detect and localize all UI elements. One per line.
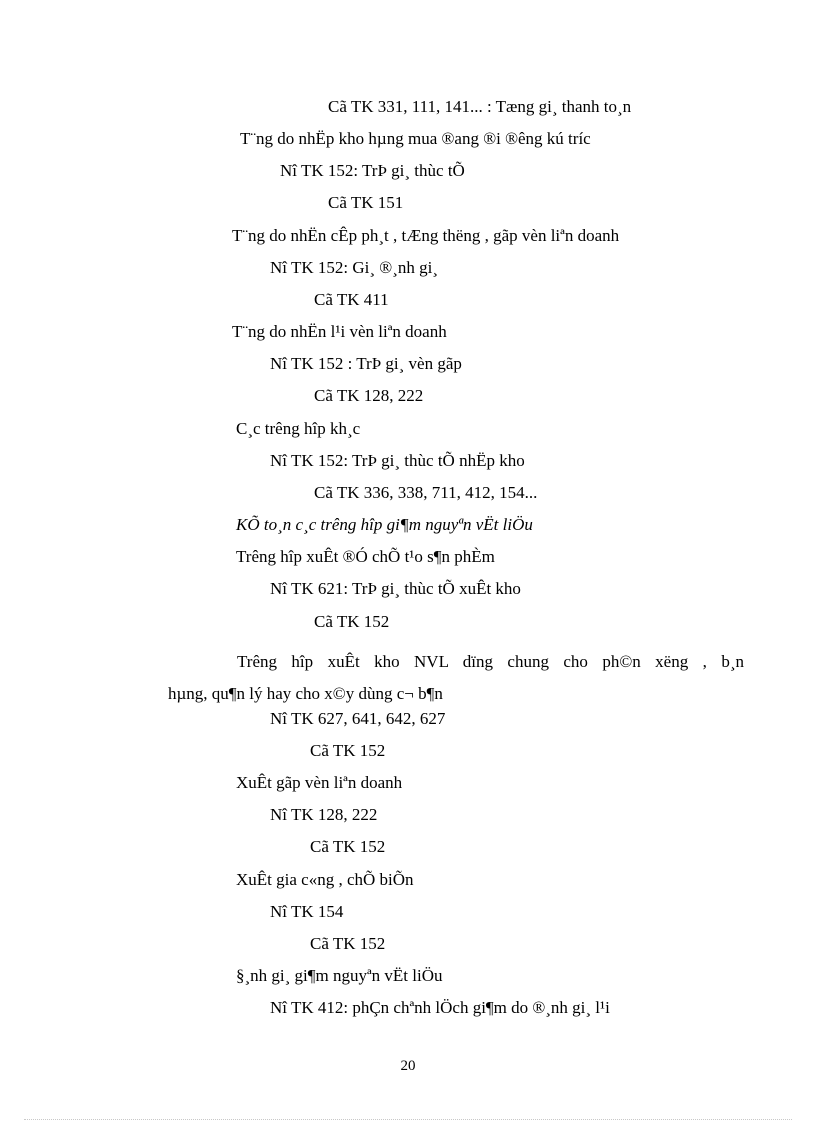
text-line: XuÊt gãp vèn liªn doanh: [236, 773, 403, 792]
paragraph-line: hµng, qu¶n lý hay cho x©y dùng c¬ b¶n: [168, 684, 443, 703]
text-line: T¨ng do nhËn cÊp ph¸t , tÆng thëng , gãp vèn liªn doanh: [232, 226, 620, 245]
wrapped-paragraph: [168, 646, 744, 710]
footer-divider: [24, 1119, 792, 1120]
text-line: Nî TK 152 : TrÞ gi¸ vèn gãp: [270, 354, 462, 373]
text-line: Trêng hîp xuÊt ®Ó chÕ t¹o s¶n phÈm: [236, 547, 495, 566]
text-line: Nî TK 152: TrÞ gi¸ thùc tÕ: [280, 161, 465, 180]
text-line: C¸c trêng hîp kh¸c: [236, 419, 361, 438]
paragraph-line: Trêng hîp xuÊt kho NVL dïng chung cho ph©n xëng , b¸n: [237, 652, 744, 671]
text-line: XuÊt gia c«ng , chÕ biÕn: [236, 870, 414, 889]
text-line: Nî TK 154: [270, 902, 344, 921]
section-heading: KÕ to¸n c¸c trêng hîp gi¶m nguyªn vËt liÖu: [236, 515, 533, 534]
text-line: Nî TK 412: phÇn chªnh lÖch gi¶m do ®¸nh gi¸ l¹i: [270, 998, 610, 1017]
text-line: T¨ng do nhËn l¹i vèn liªn doanh: [232, 322, 447, 341]
text-line: Cã TK 411: [314, 290, 389, 309]
text-line: Cã TK 128, 222: [314, 386, 424, 405]
text-line: Nî TK 627, 641, 642, 627: [270, 709, 446, 728]
page-number: 20: [400, 1058, 416, 1074]
text-line: Nî TK 152: TrÞ gi¸ thùc tÕ nhËp kho: [270, 451, 525, 470]
text-line: Cã TK 152: [310, 934, 386, 953]
text-line: Cã TK 336, 338, 711, 412, 154...: [314, 483, 538, 502]
text-line: Nî TK 152: Gi¸ ®¸nh gi¸: [270, 258, 438, 277]
text-line: Cã TK 152: [310, 837, 386, 856]
text-line: Cã TK 151: [328, 193, 404, 212]
text-line: Nî TK 621: TrÞ gi¸ thùc tÕ xuÊt kho: [270, 579, 521, 598]
text-line: Cã TK 152: [314, 612, 390, 631]
text-line: Cã TK 331, 111, 141... : Tæng gi¸ thanh to¸n: [328, 97, 632, 116]
text-line: §¸nh gi¸ gi¶m nguyªn vËt liÖu: [236, 966, 443, 985]
text-line: Nî TK 128, 222: [270, 805, 378, 824]
text-line: Cã TK 152: [310, 741, 386, 760]
text-line: T¨ng do nhËp kho hµng mua ®ang ®i ®êng kú tríc: [240, 129, 591, 148]
